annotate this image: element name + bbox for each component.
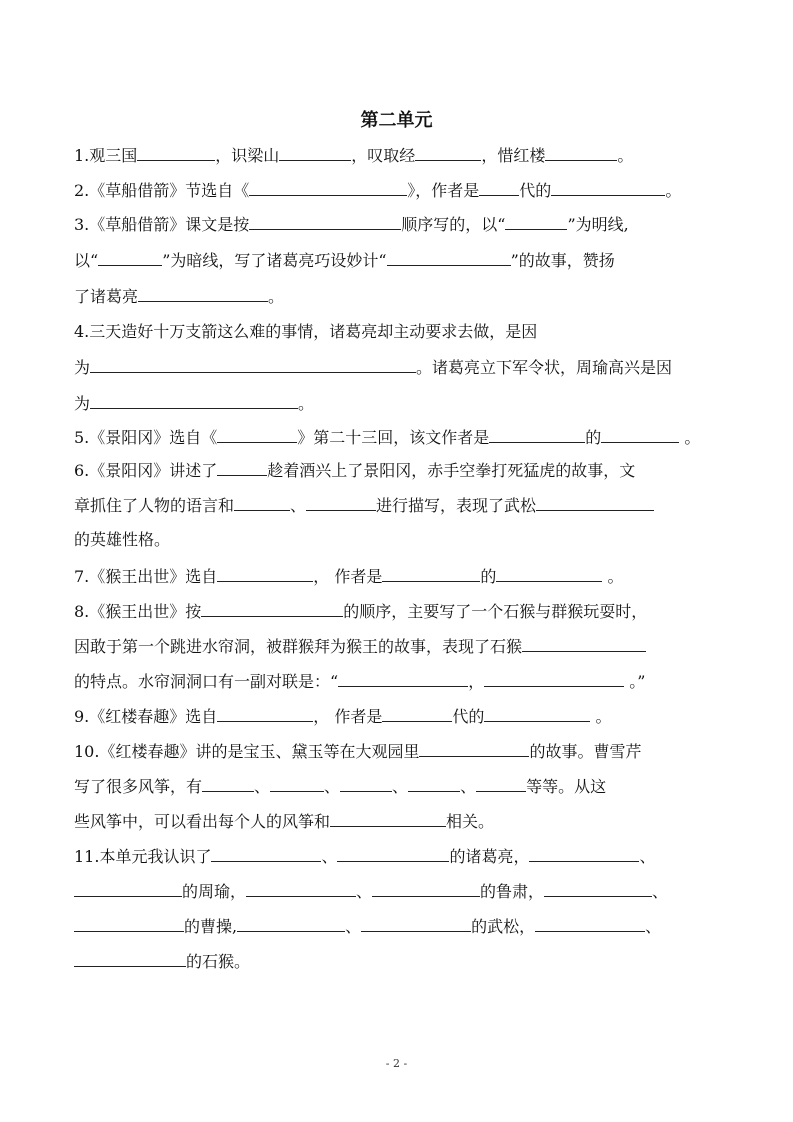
q11-text-f: 的曹操, — [184, 917, 238, 936]
q1-blank-4[interactable] — [545, 145, 617, 161]
q6-text-b: 趁着酒兴上了景阳冈，赤手空拳打死猛虎的故事，文 — [267, 461, 636, 480]
q10-text-b: 的故事。曹雪芹 — [529, 742, 642, 761]
q6-blank-4[interactable] — [536, 495, 654, 511]
q5-text-c: 的 — [585, 428, 602, 447]
question-11-line-4 — [74, 951, 250, 972]
q10-text-a: 10.《红楼春趣》讲的是宝玉、黛玉等在大观园里 — [74, 742, 420, 761]
question-5 — [74, 427, 700, 448]
q4-text-d: 为 — [74, 394, 91, 413]
q4-blank-1[interactable] — [90, 357, 416, 373]
q7-text-b: ， 作者是 — [313, 567, 383, 586]
q6-text-f: 的英雄性格。 — [74, 530, 171, 549]
q11-text-e: 的鲁肃， — [480, 882, 545, 901]
q4-text-c: 。诸葛亮立下军令状，周瑜高兴是因 — [416, 358, 673, 377]
q9-text-d: 。 — [590, 707, 612, 726]
q8-blank-4[interactable] — [484, 671, 624, 687]
q11-blank-1[interactable] — [211, 846, 321, 862]
q4-blank-2[interactable] — [90, 393, 298, 409]
q6-text-c: 章抓住了人物的语言和 — [74, 496, 235, 515]
q11-blank-12[interactable] — [74, 951, 186, 967]
q5-text-b: 》第二十三回，该文作者是 — [297, 428, 490, 447]
q1-text-c: ，叹取经 — [351, 146, 416, 165]
question-6-line-3 — [74, 530, 170, 550]
q11-blank-11[interactable] — [535, 916, 645, 932]
q8-blank-1[interactable] — [201, 601, 343, 617]
question-2 — [74, 180, 681, 201]
q10-blank-2[interactable] — [202, 776, 254, 792]
question-11-line-3 — [74, 916, 661, 937]
question-10-line-1 — [74, 741, 641, 762]
q5-text-a: 5.《景阳冈》选自《 — [74, 428, 218, 447]
q8-blank-2[interactable] — [522, 636, 646, 652]
question-11-line-2 — [74, 881, 668, 902]
q5-blank-2[interactable] — [489, 427, 585, 443]
q6-text-d: 、 — [290, 496, 307, 515]
q11-text-b: 的诸葛亮， — [449, 847, 530, 866]
q11-blank-9[interactable] — [237, 916, 345, 932]
q3-text-h: 。 — [268, 287, 285, 306]
q4-text-a: 4.三天造好十万支箭这么难的事情，诸葛亮却主动要求去做，是因 — [74, 322, 538, 341]
q2-text-c: 代的 — [519, 181, 552, 200]
q10-blank-7[interactable] — [330, 811, 446, 827]
q5-text-d: 。 — [679, 428, 701, 447]
q7-text-d: 。 — [602, 567, 624, 586]
q2-text-a: 2.《草船借箭》节选自《 — [74, 181, 250, 200]
q1-text-a: 观三国 — [89, 146, 138, 165]
q1-blank-1[interactable] — [137, 145, 215, 161]
q6-text-a: 6.《景阳冈》讲述了 — [74, 461, 218, 480]
q2-blank-1[interactable] — [249, 180, 407, 196]
q3-text-g: 了诸葛亮 — [74, 287, 139, 306]
q11-blank-10[interactable] — [361, 916, 471, 932]
q10-sep-2: 、 — [324, 777, 341, 796]
q11-text-g: 的武松， — [471, 917, 536, 936]
q3-text-d: 以“ — [74, 251, 99, 270]
q10-text-e: 些风筝中，可以看出每个人的风筝和 — [74, 812, 331, 831]
q3-blank-3[interactable] — [98, 250, 162, 266]
q11-blank-8[interactable] — [74, 916, 184, 932]
q3-text-a: 3.《草船借箭》课文是按 — [74, 215, 250, 234]
q4-text-b: 为 — [74, 358, 91, 377]
q10-blank-5[interactable] — [408, 776, 460, 792]
q6-blank-2[interactable] — [234, 495, 290, 511]
q11-blank-7[interactable] — [544, 881, 652, 897]
question-8-line-2 — [74, 636, 646, 657]
question-3-line-3 — [74, 286, 284, 307]
question-8-line-3 — [74, 671, 645, 692]
q11-sep-1: 、 — [321, 847, 338, 866]
q3-text-c: ”为明线, — [567, 215, 629, 234]
q6-blank-3[interactable] — [306, 495, 376, 511]
question-3-line-1 — [74, 214, 629, 235]
q1-blank-2[interactable] — [279, 145, 351, 161]
question-11-line-1 — [74, 846, 656, 867]
question-7 — [74, 566, 623, 587]
q8-text-d: 的特点。水帘洞洞口有一副对联是：“ — [74, 672, 339, 691]
q10-text-d: 等等。从这 — [526, 777, 607, 796]
q9-blank-1[interactable] — [217, 706, 313, 722]
q9-blank-2[interactable] — [382, 706, 452, 722]
question-6-line-1 — [74, 460, 635, 481]
q11-text-h: 的石猴。 — [186, 952, 251, 971]
q9-text-a: 9.《红楼春趣》选自 — [74, 707, 218, 726]
q6-text-e: 进行描写，表现了武松 — [376, 496, 537, 515]
question-10-line-3 — [74, 811, 494, 832]
question-3-line-2 — [74, 250, 615, 271]
q10-sep-1: 、 — [254, 777, 271, 796]
q11-sep-6: 、 — [645, 917, 662, 936]
q5-blank-1[interactable] — [217, 427, 297, 443]
q3-text-f: ”的故事，赞扬 — [510, 251, 615, 270]
page-number: - 2 - — [385, 1057, 408, 1070]
q10-blank-4[interactable] — [340, 776, 392, 792]
question-8-line-1 — [74, 601, 647, 622]
q8-text-a: 8.《猴王出世》按 — [74, 602, 202, 621]
q5-blank-3[interactable] — [601, 427, 679, 443]
q11-blank-4[interactable] — [74, 881, 182, 897]
q8-text-b: 的顺序，主要写了一个石猴与群猴玩耍时， — [343, 602, 648, 621]
q7-text-c: 的 — [480, 567, 497, 586]
question-9 — [74, 706, 611, 727]
q1-text-b: ，识梁山 — [215, 146, 280, 165]
q8-blank-3[interactable] — [338, 671, 468, 687]
q3-blank-1[interactable] — [249, 214, 401, 230]
q3-blank-2[interactable] — [505, 214, 567, 230]
q11-blank-2[interactable] — [337, 846, 449, 862]
q6-blank-1[interactable] — [217, 460, 267, 476]
q11-text-d: 的周瑜， — [182, 882, 247, 901]
q7-text-a: 7.《猴王出世》选自 — [74, 567, 218, 586]
question-6-line-2 — [74, 495, 654, 516]
q8-text-f: 。” — [624, 672, 646, 691]
q10-blank-6[interactable] — [476, 776, 526, 792]
q2-text-d: 。 — [665, 181, 682, 200]
question-10-line-2 — [74, 776, 606, 797]
q11-sep-4: 、 — [652, 882, 669, 901]
question-1 — [74, 145, 633, 166]
q3-blank-5[interactable] — [138, 286, 268, 302]
q10-sep-3: 、 — [392, 777, 409, 796]
q2-blank-3[interactable] — [551, 180, 665, 196]
question-4-line-2 — [74, 357, 672, 378]
q3-text-b: 顺序写的，以“ — [401, 215, 506, 234]
q2-text-b: 》，作者是 — [407, 181, 480, 200]
q3-text-e: ”为暗线，写了诸葛亮巧设妙计“ — [162, 251, 387, 270]
q10-blank-1[interactable] — [419, 741, 529, 757]
q9-blank-3[interactable] — [484, 706, 590, 722]
q11-blank-6[interactable] — [372, 881, 480, 897]
q11-sep-5: 、 — [345, 917, 362, 936]
q9-text-c: 代的 — [452, 707, 485, 726]
q1-number: 1. — [74, 146, 90, 165]
q4-text-e: 。 — [298, 394, 315, 413]
q10-text-c: 写了很多风筝，有 — [74, 777, 203, 796]
q11-blank-5[interactable] — [246, 881, 356, 897]
q10-text-f: 相关。 — [446, 812, 495, 831]
q3-blank-4[interactable] — [387, 250, 511, 266]
q10-sep-4: 、 — [460, 777, 477, 796]
q7-blank-1[interactable] — [217, 566, 313, 582]
q1-blank-3[interactable] — [415, 145, 481, 161]
q11-text-a: 11.本单元我认识了 — [74, 847, 212, 866]
question-4-line-1 — [74, 322, 537, 342]
q7-blank-3[interactable] — [496, 566, 602, 582]
q8-text-e: ， — [468, 672, 485, 691]
page-title: 第二单元 — [360, 110, 433, 131]
q9-text-b: ， 作者是 — [313, 707, 383, 726]
question-4-line-3 — [74, 393, 314, 414]
q2-blank-2[interactable] — [479, 180, 519, 196]
q10-blank-3[interactable] — [270, 776, 324, 792]
q11-sep-3: 、 — [356, 882, 373, 901]
q11-blank-3[interactable] — [529, 846, 639, 862]
q7-blank-2[interactable] — [382, 566, 480, 582]
q1-text-e: 。 — [617, 146, 634, 165]
q11-sep-2: 、 — [639, 847, 656, 866]
q1-text-d: ，惜红楼 — [481, 146, 546, 165]
q8-text-c: 因敢于第一个跳进水帘洞，被群猴拜为猴王的故事，表现了石猴 — [74, 637, 523, 656]
